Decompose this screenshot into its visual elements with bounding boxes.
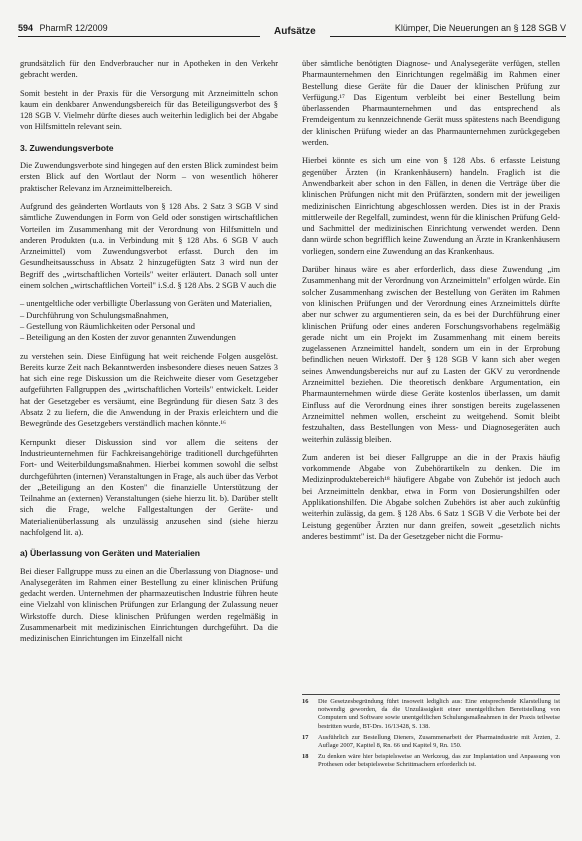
page-header (18, 22, 566, 37)
paragraph: Hierbei könnte es sich um eine von § 128 Abs. 6 erfasste Leistung gegenüber Ärzten (in Krankenhäusern) handeln. Fraglich ist die Anwendbarkeit aber schon in den Fällen, in denen die Verträge über die klinischen Prüfungen nicht mit den Prüfärzten, sondern mit der jeweiligen medizinischen Einrichtung abgeschlossen werden. Dies ist in der Praxis mittlerweile der Regelfall, zumindest, wenn für die klinischen Prüfung Geld- und Sachmittel der medizinischen Einrichtung verwendet werden. Denn dann würde schon begrifflich keine Zuwendung an Ärzte in Krankenhäusern vorliegen, sondern eine Zuwendung an das Krankenhaus. (302, 156, 560, 256)
paragraph: grundsätzlich für den Endverbraucher nur in Apotheken in den Verkehr gebracht werden. (20, 59, 278, 80)
paragraph: Zum anderen ist bei dieser Fallgruppe an die in der Praxis häufig vorkommende Abgabe von Zubehörartikeln zu denken. Die im Medizinproduktebereich¹⁸ häufigere Abgabe von Zubehör ist jedoch auch bei Arzneimitteln denkbar, etwa in Form von Dosierungshilfen oder Applikationshilfen. Die Abgabe solchen Zubehörs ist aber auch zukünftig weiterhin zulässig, da gem. § 128 Abs. 6 Satz 1 SGB V die Verbote bei der Leistung gegenüber Ärzten nur dann greifen, soweit „gesetzlich nichts anderes bestimmt" ist. Da der Gesetzgeber nicht die Formu- (302, 452, 560, 541)
paragraph: über sämtliche benötigten Diagnose- und Analysegeräte verfügen, stellen Pharmaunternehmen den Einrichtungen regelmäßig im Rahmen einer Bestellung diese Geräte für die Dauer der klinischen Prüfung zur Verfügung.¹⁷ Das Eigentum verbleibt bei einer Bestellung beim überlassenden Pharmaunternehmen und das entsprechend als Fremdeigentum zu kennzeichnende Gerät muss spätestens nach Beendigung der klinischen Prüfung wieder an das Pharmaunternehmen zurückgegeben werden. (302, 59, 560, 148)
list-item: – Gestellung von Räumlichkeiten oder Personal und (20, 321, 278, 332)
left-column (20, 58, 278, 652)
footnote-number: 17 (302, 733, 309, 741)
list-item: – Durchführung von Schulungsmaßnahmen, (20, 310, 278, 321)
paragraph: Die Zuwendungsverbote sind hingegen auf den ersten Blick zumindest beim ersten Blick auf den Wortlaut der Norm – von wesentlich höherer praktischer Relevanz im Arzneimittelbereich. (20, 161, 278, 193)
footnote (302, 734, 560, 750)
footnote-number: 18 (302, 753, 309, 761)
footnote-number: 16 (302, 698, 309, 705)
footnote-text: Ausführlich zur Bestellung Dieners, Zusammenarbeit der Pharmaindustrie mit Ärzten, 2. Auflage 2007, Kapitel 8, Rn. 66 und Kapitel 9, Rn. 150. (318, 733, 560, 750)
page-number: 594 (18, 23, 34, 33)
footnote (302, 698, 560, 731)
right-column (302, 58, 560, 549)
subsection-heading: a) Überlassung von Geräten und Materialien (20, 548, 201, 559)
footnote-text: Zu denken wäre hier beispielsweise an Werkzeug, das zur Implantation und Anpassung von Prothesen oder beispielsweise Schrittmachern erforderlich ist. (318, 753, 560, 769)
paragraph: Kernpunkt dieser Diskussion sind vor allem die seitens der Industrieunternehmen für Fachkreisangehörige traditionell durchgeführten Fort- und Weiterbildungsmaßnahmen. Hierbei kommen sowohl die selbst durchgeführten (internen) Veranstaltungen in Frage, als auch über das Verbot der „Beteiligung an den Kosten" die finanzielle Unterstützung der Teilnahme an (externen) Veranstaltungen (siehe hierzu lit. b). Darüber stellt sich die Frage, welche Fallgestaltungen der Geräte- und Materialienüberlassung als unzulässig anzusehen sind (siehe hierzu nachfolgend lit. a). (20, 437, 278, 537)
footnote (302, 753, 560, 769)
list-item: – unentgeltliche oder verbilligte Überlassung von Geräten und Materialien, (20, 298, 278, 309)
header-left (18, 22, 108, 34)
footnotes (302, 694, 560, 773)
journal-name: PharmR 12/2009 (39, 23, 108, 33)
footnote-text: Die Gesetzesbegründung führt insoweit lediglich aus: Eine entsprechende Klarstellung ist notwendig geworden, da die Unzulässigkeit einer unentgeltlichen Bereitstellung von Computern und Software sowie unentgeltlichen Schulungsmaßnahmen in der Praxis teilweise bestritten wurde, BT-Drs. 16/13428, S. 138. (318, 698, 560, 730)
paragraph: zu verstehen sein. Diese Einfügung hat weit reichende Folgen ausgelöst. Bereits kurze Zeit nach Bekanntwerden insbesondere dieses neuen Satzes 3 hat sich eine rege Diskussion um die Reichweite dieser vom Gesetzgeber aufgeführten Fallgruppen des „wirtschaftlichen Vorteils" entwickelt. Leider hat der Gesetzgeber es versäumt, eine Begründung für diesen Satz 3 des Absatz 2 zu liefern, die die Anwendung in der Praxis erleichtern und die Bewegründe des Gesetzgebers verständlich machen könnte.¹⁶ (20, 351, 278, 429)
list-item: – Beteiligung an den Kosten der zuvor genannten Zuwendungen (20, 332, 278, 343)
paragraph: Aufgrund des geänderten Wortlauts von § 128 Abs. 2 Satz 3 SGB V sind sämtliche Zuwendungen in Form von Geld oder sonstigen wirtschaftlichen Vorteilen im Zusammenhang mit der Verordnung von Hilfsmitteln und anderen Produkten (u.a. in Verbindung mit § 128 Abs. 6 SGB V auch Arzneimittel) vom Zuwendungsverbot erfasst. Durch den im Gesundheitsausschuss in Absatz 2 hinzugefügten Satz 3 wird nun der Begriff des „wirtschaftlichen Vorteils" weiter erläutert. Danach soll unter einem solchen „wirtschaftlichen Vorteil" i.S.d. § 128 Abs. 2 SGB V auch die (20, 201, 278, 291)
paragraph: Darüber hinaus wäre es aber erforderlich, dass diese Zuwendung „im Zusammenhang mit der Verordnung von Arzneimitteln" erfolgen würde. Ein solcher Zusammenhang zwischen der Bestellung von Geräten im Rahmen von klinischen Prüfungen und der Verordnung eines Arzneimittels dürfte aber nur schwer zu argumentieren sein, da es bei der Durchführung einer klinischen Prüfung oder eines anderen Forschungsvorhabens regelmäßig gerade nicht um ein Projekt im Zusammenhang mit einem bereits zugelassenen Arzneimittel handelt, sondern um ein in der Erprobung befindlichen neuen Wirkstoff. Der § 128 SGB V kann sich aber wegen seines Anwendungsbereichs nur auf zu Lasten der GKV zu verordnende Arzneimittel beziehen. Die theoretisch denkbare Argumentation, ein Pharmaunternehmen würde diese Geräte kostenlos überlassen, um damit Einfluss auf die Verordnung eines ihrer sonstigen bereits zugelassenen Arzneimittel nehmen wollen, erscheint zu weitgehend. Somit bleibt festzuhalten, dass Bestellungen von Mess- und Diagnosegeräten auch weiterhin zulässig bleiben. (302, 265, 560, 444)
paragraph: Bei dieser Fallgruppe muss zu einen an die Überlassung von Diagnose- und Analysegeräten im Rahmen einer Bestellung zu einer klinischen Prüfung gedacht werden. Unternehmen der pharmazeutischen Industrie führen heute eine Vielzahl von klinischen Prüfungen zur Erlangung der Zulassung neuer Wirkstoffe durch. Diese klinischen Prüfungen werden regelmäßig in Zusammenarbeit mit medizinischen Einrichtungen durchgeführt. Da die medizinischen Einrichtungen im Einzelfall nicht (20, 566, 278, 644)
section-heading: 3. Zuwendungsverbote (20, 142, 114, 153)
paragraph: Somit besteht in der Praxis für die Versorgung mit Arzneimitteln schon kaum ein denkbarer Anwendungsbereich für das Beteiligungsverbot des § 128 SGB V. Vielmehr dürfte dieses auch weiterhin lediglich bei der Abgabe von Hilfsmitteln relevant sein. (20, 88, 278, 132)
running-title: Klümper, Die Neuerungen an § 128 SGB V (394, 23, 566, 33)
bullet-list (20, 298, 278, 343)
section-label: Aufsätze (260, 26, 330, 38)
